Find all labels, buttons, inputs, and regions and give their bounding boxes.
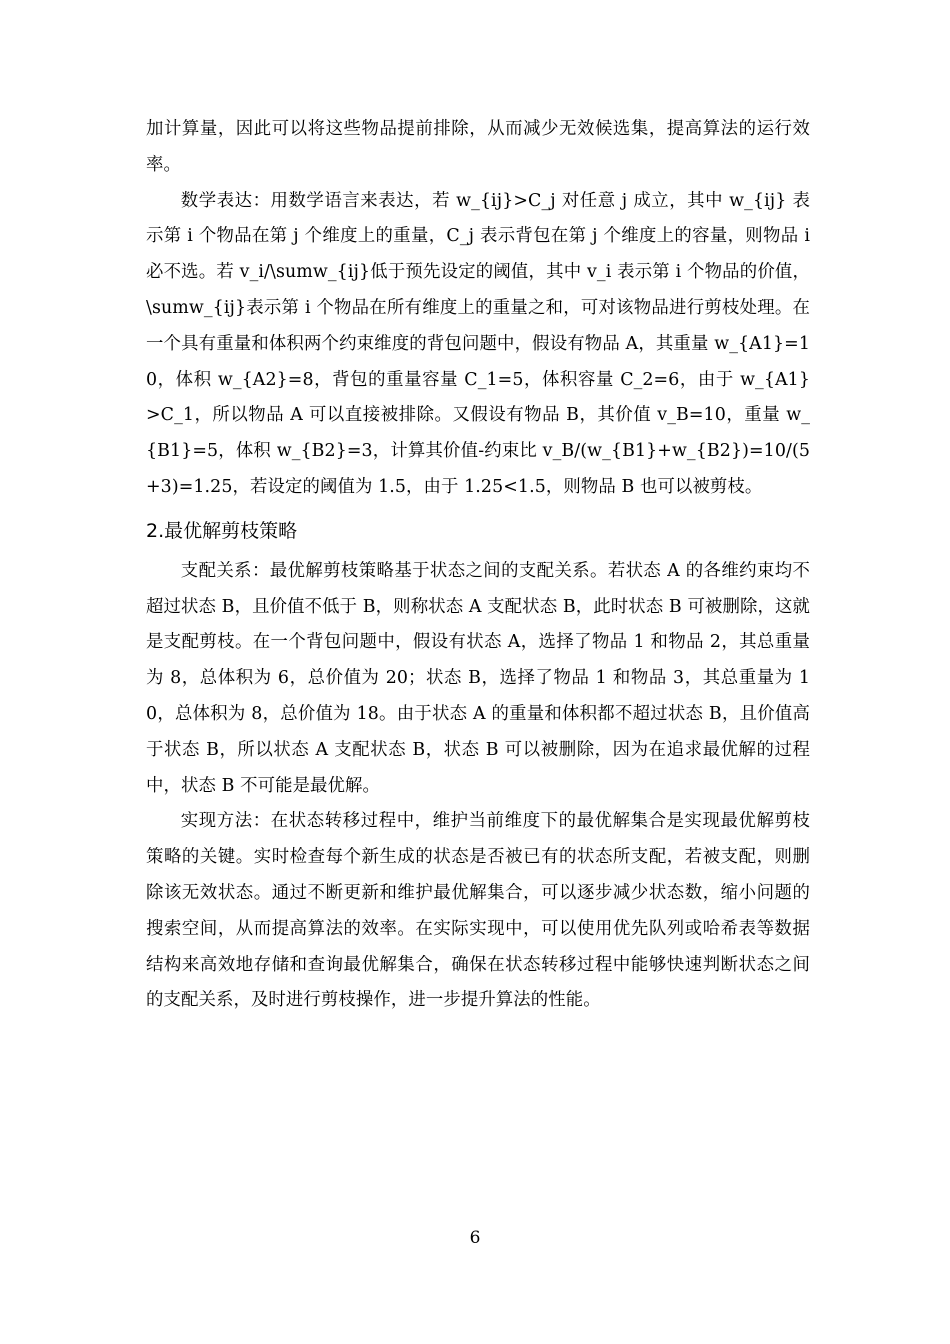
paragraph-continuation: 加计算量，因此可以将这些物品提前排除，从而减少无效候选集，提高算法的运行效率。: [146, 119, 810, 175]
paragraph-implementation-method: 实现方法：在状态转移过程中，维护当前维度下的最优解集合是实现最优解剪枝策略的关键。实时检查每个新生成的状态是否被已有的状态所支配，若被支配，则删除该无效状态。通过不断更新和维护最优解集合，可以逐步减少状态数，缩小问题的搜索空间，从而提高算法的效率。在实际实现中，可以使用优先队列或哈希表等数据结构来高效地存储和查询最优解集合，确保在状态转移过程中能够快速判断状态之间的支配关系，及时进行剪枝操作，进一步提升算法的性能。: [146, 811, 810, 1011]
paragraph-math-expression: 数学表达：用数学语言来表达，若 w_{ij}>C_j 对任意 j 成立，其中 w_{ij} 表示第 i 个物品在第 j 个维度上的重量，C_j 表示背包在第 j 个维度上的容量，则物品 i 必不选。若 v_i/\sumw_{ij}低于预先设定的阈值，其中 v_i 表示第 i 个物品的价值，\sumw_{ij}表示第 i 个物品在所有维度上的重量之和，可对该物品进行剪枝处理。在一个具有重量和体积两个约束维度的背包问题中，假设有物品 A，其重量 w_{A1}=10，体积 w_{A2}=8，背包的重量容量 C_1=5，体积容量 C_2=6，由于 w_{A1}>C_1，所以物品 A 可以直接被排除。又假设有物品 B，其价值 v_B=10，重量 w_{B1}=5，体积 w_{B2}=3，计算其价值-约束比 v_B/(w_{B1}+w_{B2})=10/(5+3)=1.25，若设定的阈值为 1.5，由于 1.25<1.5，则物品 B 也可以被剪枝。: [146, 190, 810, 497]
page-number: 6: [469, 1228, 481, 1248]
document-body: [146, 112, 810, 1019]
section-heading: 2.最优解剪枝策略: [146, 519, 298, 542]
paragraph-dominance-relation: 支配关系：最优解剪枝策略基于状态之间的支配关系。若状态 A 的各维约束均不超过状态 B，且价值不低于 B，则称状态 A 支配状态 B，此时状态 B 可被删除，这就是支配剪枝。在一个背包问题中，假设有状态 A，选择了物品 1 和物品 2，其总重量为 8，总体积为 6，总价值为 20；状态 B，选择了物品 1 和物品 3，其总重量为 10，总体积为 8，总价值为 18。由于状态 A 的重量和体积都不超过状态 B，且价值高于状态 B，所以状态 A 支配状态 B，状态 B 可以被删除，因为在追求最优解的过程中，状态 B 不可能是最优解。: [146, 560, 810, 796]
